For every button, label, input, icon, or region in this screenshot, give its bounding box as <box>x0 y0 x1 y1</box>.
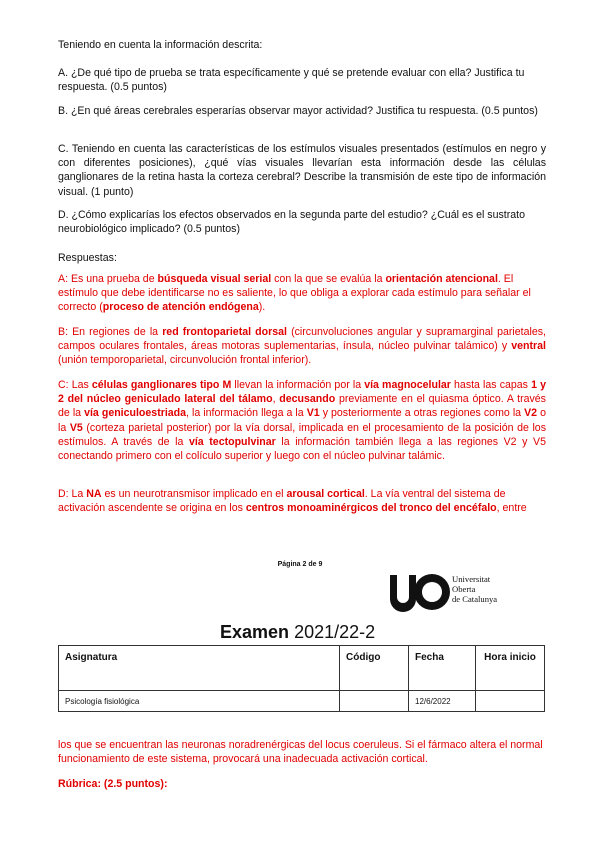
answer-c: C: Las células ganglionares tipo M llevan la información por la vía magnocelular hasta las capas 1 y 2 del núcleo geniculado lateral del tálamo, decusando previamente en el quiasma óptico. A través de la vía geniculoestriada, la información llega a la V1 y posteriormente a otras regiones como la V2 o la V5 (corteza parietal posterior) por la vía dorsal, implicada en el procesamiento de la posición de los estímulos. A través de la vía tectopulvinar la información también llega a las regiones V2 y V5 conectando primero con el colículo superior y luego con el núcleo pulvinar talámic. <box>58 379 547 463</box>
answers-heading: Respuestas: <box>58 252 117 264</box>
question-c: C. Teniendo en cuenta las características de los estímulos visuales presentados (estímulos en negro y con diferentes posiciones), ¿qué vías visuales llevarían esta información desde las células ganglionares de la retina hasta la corteza cerebral? Describe la transmisión de este tipo de información visual. (1 punto) <box>58 143 546 198</box>
answer-d: D: La NA es un neurotransmisor implicado en el arousal cortical. La vía ventral del sistema de activación ascendente se origina en los centros monoaminérgicos del tronco del encéfalo, entre <box>58 488 527 515</box>
table-header-row <box>59 646 545 691</box>
answer-b: B: En regiones de la red frontoparietal dorsal (circunvoluciones angular y supramarginal parietales, campos oculares frontales, áreas motoras suplementarias, ínsula, núcleo pulvinar talámico) y ventral (unión temporoparietal, circunvolución frontal inferior). <box>58 326 546 367</box>
question-a: A. ¿De qué tipo de prueba se trata específicamente y qué se pretende evaluar con ella? Justifica tu respuesta. (0.5 puntos) <box>58 67 525 94</box>
answer-d-continuation: los que se encuentran las neuronas noradrenérgicas del locus coeruleus. Si el fármaco altera el normal funcionamiento de este sistema, provocará una inadecuada activación cortical. <box>58 739 543 766</box>
header-code: Código <box>340 646 409 691</box>
header-subject: Asignatura <box>59 646 340 691</box>
exam-info-table <box>58 645 545 712</box>
question-b: B. ¿En qué áreas cerebrales esperarías observar mayor actividad? Justifica tu respuesta. (0.5 puntos) <box>58 105 538 117</box>
page-footer: Página 2 de 9 <box>277 561 323 568</box>
cell-code <box>340 691 409 712</box>
cell-date: 12/6/2022 <box>409 691 476 712</box>
university-name: Universitat Oberta de Catalunya <box>452 574 498 604</box>
rubric-heading: Rúbrica: (2.5 puntos): <box>58 778 168 790</box>
cell-subject: Psicología fisiológica <box>59 691 340 712</box>
answer-a: A: Es una prueba de búsqueda visual serial con la que se evalúa la orientación atencional. El estímulo que debe identificarse no es saliente, lo que obliga a explorar cada estímulo para señalar el correcto (proceso de atención endógena). <box>58 273 531 314</box>
exam-title: Examen 2021/22-2 <box>220 622 376 642</box>
cell-start-time <box>476 691 545 712</box>
question-d: D. ¿Cómo explicarías los efectos observados en la segunda parte del estudio? ¿Cuál es el sustrato neurobiológico implicado? (0.5 puntos) <box>58 209 525 236</box>
table-row <box>59 691 545 712</box>
header-start-time: Hora inicio <box>476 646 545 691</box>
intro-text: Teniendo en cuenta la información descrita: <box>58 39 263 51</box>
header-date: Fecha <box>409 646 476 691</box>
